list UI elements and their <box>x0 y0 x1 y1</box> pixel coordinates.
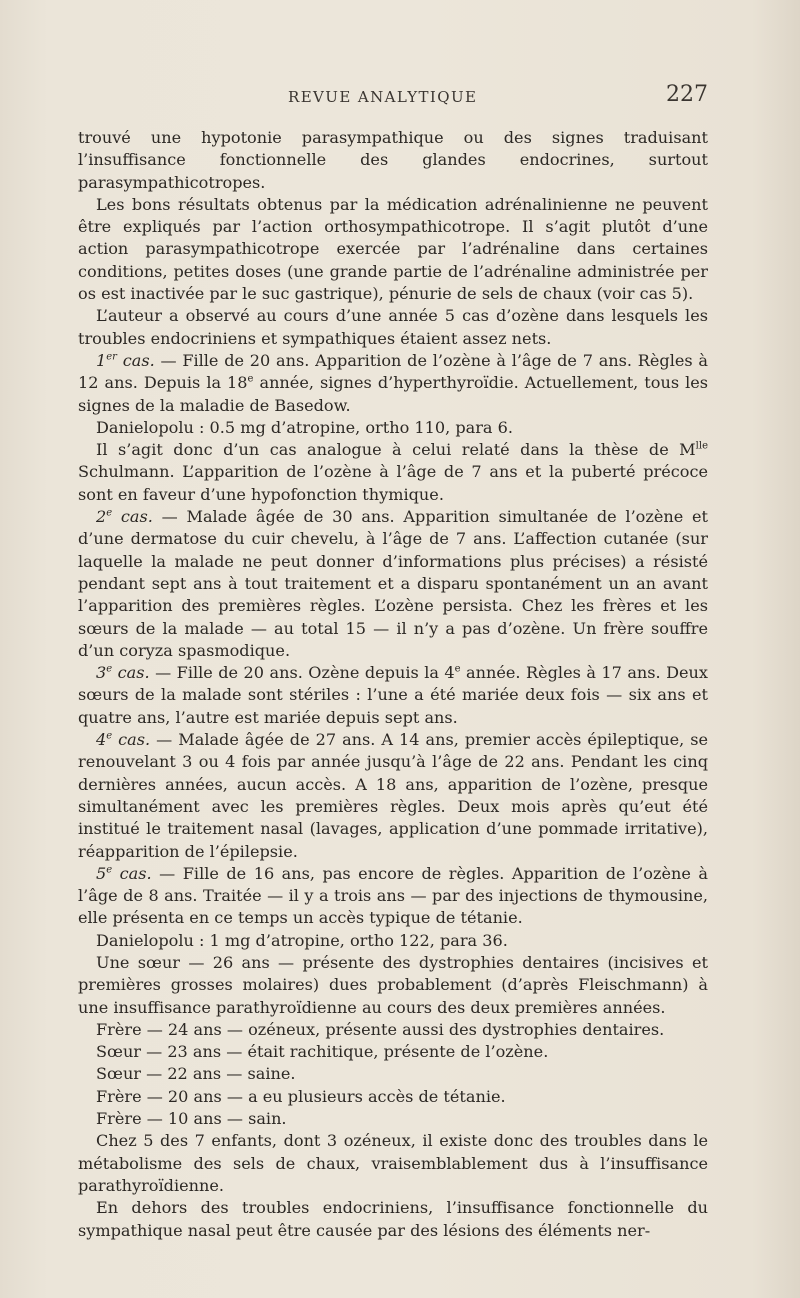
sibling-brother-10: Frère — 10 ans — sain. <box>96 1109 287 1129</box>
sibling-sister-23: Sœur — 23 ans — était rachitique, présente de l’ozène. <box>96 1042 549 1062</box>
case-1-danielopolu: Danielopolu : 0.5 mg d’atropine, ortho 110, para 6. <box>96 417 513 437</box>
sibling-brother-24: Frère — 24 ans — ozéneux, présente aussi des dystrophies dentaires. <box>96 1019 665 1039</box>
paragraph-adrenaline-results: Les bons résultats obtenus par la médication adrénalinienne ne peuvent être expliqués par l’action orthosympathicotrope. Il s’agit plutôt d’une action parasympathicotrope exercée par l’adrénaline dans certaines conditions, petites doses (une grande partie de l’adrénaline administrée per os est inactivée par le suc gastrique), pénurie de sels de chaux (voir cas 5). <box>78 194 708 304</box>
case-3-label: 3e cas. <box>96 663 150 683</box>
case-1-text: — Fille de 20 ans. Apparition de l’ozène à l’âge de 7 ans. Règles à 12 ans. Depuis la 18e année, signes d’hyperthyroïdie. Actuellement, tous les signes de la maladie de Basedow. <box>78 350 709 415</box>
sibling-sister-22: Sœur — 22 ans — saine. <box>96 1064 296 1084</box>
case-5-paragraph <box>78 863 708 930</box>
page-header <box>60 82 710 112</box>
case-4-text: — Malade âgée de 27 ans. A 14 ans, premier accès épileptique, se renouvelant 3 ou 4 fois par année jusqu’à l’âge de 22 ans. Pendant les cinq dernières années, aucun accès. A 18 ans, apparition de l’ozène, presque simultanément avec les premières règles. Deux mois après qu’eut été institué le traitement nasal (lavages, application d’une pommade irritative), réapparition de l’épilepsie. <box>78 730 708 861</box>
paragraph-continuation: trouvé une hypotonie parasympathique ou des signes traduisant l’insuffisance fonctionnelle des glandes endocrines, surtout parasympathicotropes. <box>78 128 708 192</box>
case-5-danielopolu: Danielopolu : 1 mg d’atropine, ortho 122, para 36. <box>96 930 508 950</box>
paragraph-sympathetic-nerve: En dehors des troubles endocriniens, l’insuffisance fonctionnelle du sympathique nasal peut être causée par des lésions des éléments ner- <box>78 1198 708 1240</box>
case-1-comment: Il s’agit donc d’un cas analogue à celui relaté dans la thèse de $M^{lle}$ Schulmann. L’apparition de l’ozène à l’âge de 7 ans et la puberté précoce sont en faveur d’une hypofonction thymique. <box>78 440 708 504</box>
paragraph-family-conclusion: Chez 5 des 7 enfants, dont 3 ozéneux, il existe donc des troubles dans le métabolisme des sels de chaux, vraisemblablement dus à l’insuffisance parathyroïdienne. <box>78 1131 708 1195</box>
paragraph-ozene-observation: L’auteur a observé au cours d’une année 5 cas d’ozène dans lesquels les troubles endocriniens et sympathiques étaient assez nets. <box>78 306 708 348</box>
case-3-paragraph <box>78 662 708 729</box>
case-1-paragraph <box>78 350 708 417</box>
page-number: 227 <box>666 82 708 107</box>
running-title: REVUE ANALYTIQUE <box>288 88 478 106</box>
case-4-paragraph <box>78 729 708 863</box>
sibling-brother-20: Frère — 20 ans — a eu plusieurs accès de tétanie. <box>96 1086 506 1106</box>
case-5-label: 5e cas. <box>96 863 152 883</box>
case-2-text: — Malade âgée de 30 ans. Apparition simultanée de l’ozène et d’une dermatose du cuir chevelu, à l’âge de 7 ans. L’affection cutanée (sur laquelle la malade ne peut donner d’informations plus précises) a résisté pendant sept ans à tout traitement et a disparu spontanément un an avant l’apparition des premières règles. L’ozène persista. Chez les frères et les sœurs de la malade — au total 15 — il n’y a pas d’ozène. Un frère souffre d’un coryza spasmodique. <box>78 507 708 660</box>
case-2-paragraph <box>78 506 708 662</box>
case-4-label: 4e cas. <box>96 730 151 750</box>
case-2-label: 2e cas. <box>96 507 153 527</box>
case-1-label: 1er cas. <box>96 350 155 370</box>
case-5-text: — Fille de 16 ans, pas encore de règles. Apparition de l’ozène à l’âge de 8 ans. Traitée — il y a trois ans — par des injections de thymousine, elle présenta en ce temps un accès typique de tétanie. <box>78 863 708 928</box>
article-body <box>78 127 708 1242</box>
case-3-text: — Fille de 20 ans. Ozène depuis la 4e année. Règles à 17 ans. Deux sœurs de la malade sont stériles : l’une a été mariée deux fois — six ans et quatre ans, l’autre est mariée depuis sept ans. <box>78 663 708 727</box>
sibling-sister-26: Une sœur — 26 ans — présente des dystrophies dentaires (incisives et premières grosses molaires) dues probablement (d’après Fleischmann) à une insuffisance parathyroïdienne au cours des deux premières années. <box>78 952 708 1017</box>
